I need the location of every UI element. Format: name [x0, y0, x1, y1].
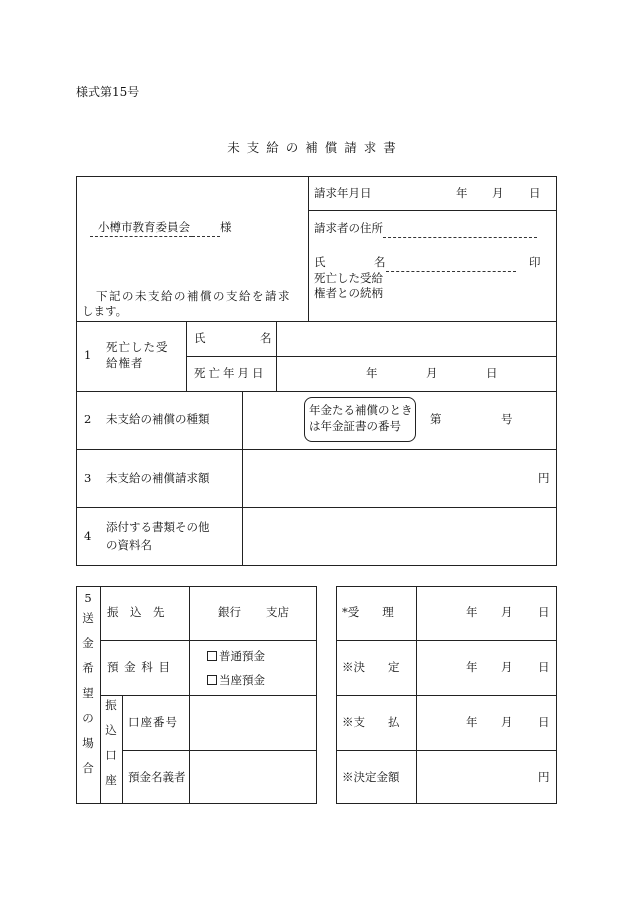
request-date-year: 年	[456, 186, 468, 200]
futsu-checkbox[interactable]	[207, 651, 217, 661]
row2-label: 未支給の補償の種類	[106, 412, 210, 426]
requester-address	[314, 221, 537, 238]
request-text-1: 下記の未支給の補償の支給を請求	[96, 289, 291, 303]
row2-note-2: は年金証書の番号	[309, 419, 401, 433]
remittance-side-label: 5 送 金 希 望 の 場 合	[82, 591, 94, 775]
addressee-honorific: 様	[220, 220, 232, 234]
branch-label: 支店	[266, 605, 289, 619]
shiharai-year: 年	[466, 715, 478, 729]
addressee	[90, 220, 232, 237]
row1-label-1: 死亡した受	[106, 340, 169, 354]
seal-mark: 印	[529, 255, 541, 269]
juri-day: 日	[538, 605, 550, 619]
requester-name-label-2: 名	[374, 255, 386, 269]
row3-yen: 円	[538, 471, 550, 485]
requester-name	[374, 255, 516, 272]
row4-label-1: 添付する書類その他	[106, 520, 210, 534]
row4-label-2: の資料名	[106, 538, 152, 552]
request-text-2: します。	[82, 304, 128, 318]
request-date-label: 請求年月日	[314, 186, 372, 200]
relation-label-1: 死亡した受給	[314, 271, 383, 285]
shiharai-month: 月	[501, 715, 513, 729]
account-type-label: 預 金 科 目	[107, 660, 171, 674]
row2-dai: 第	[430, 412, 442, 426]
row1-label-2: 給権者	[106, 356, 144, 370]
requester-name-field[interactable]	[386, 255, 516, 272]
row1-number: 1	[84, 348, 92, 362]
row2-note-1: 年金たる補償のとき	[309, 403, 413, 417]
row1-death-date-label: 死亡年月日	[194, 366, 267, 380]
office-juri: *受 理	[342, 605, 394, 619]
row2-number: 2	[84, 412, 92, 426]
row1-month: 月	[426, 366, 438, 380]
row4-number: 4	[84, 529, 92, 543]
relation-label-2: 権者との続柄	[314, 286, 383, 300]
bank-label: 銀行	[218, 605, 241, 619]
furikomi-saki-label: 振 込 先	[107, 605, 165, 619]
row1-name-label-2: 名	[260, 331, 272, 345]
office-kettei: ※決 定	[342, 660, 400, 674]
request-date-day: 日	[529, 186, 541, 200]
row3-label: 未支給の補償請求額	[106, 471, 210, 485]
addressee-name: 小樽市教育委員会	[90, 220, 192, 237]
kettei-year: 年	[466, 660, 478, 674]
row2-go: 号	[501, 412, 513, 426]
office-kettei-kingaku: ※決定金額	[342, 770, 400, 784]
account-holder-label: 預金名義者	[128, 770, 186, 784]
row1-name-label-1: 氏	[194, 331, 206, 345]
option-toza[interactable]	[207, 673, 265, 689]
account-number-label: 口座番号	[128, 715, 178, 729]
row1-day: 日	[486, 366, 498, 380]
requester-address-field[interactable]	[383, 221, 537, 238]
page-title: 未支給の補償請求書	[227, 140, 403, 155]
toza-checkbox[interactable]	[207, 675, 217, 685]
toza-label: 当座預金	[219, 673, 265, 687]
requester-address-label: 請求者の住所	[314, 221, 383, 235]
row1-year: 年	[366, 366, 378, 380]
juri-year: 年	[466, 605, 478, 619]
option-futsu[interactable]	[207, 649, 265, 665]
kettei-kingaku-yen: 円	[538, 770, 550, 784]
furikomi-kouza-label: 振 込 口 座	[105, 698, 117, 787]
futsu-label: 普通預金	[219, 649, 265, 663]
kettei-day: 日	[538, 660, 550, 674]
row3-number: 3	[84, 471, 92, 485]
kettei-month: 月	[501, 660, 513, 674]
shiharai-day: 日	[538, 715, 550, 729]
form-number: 様式第15号	[76, 85, 140, 99]
request-date-month: 月	[492, 186, 504, 200]
requester-name-label-1: 氏	[314, 255, 326, 269]
office-shiharai: ※支 払	[342, 715, 400, 729]
juri-month: 月	[501, 605, 513, 619]
